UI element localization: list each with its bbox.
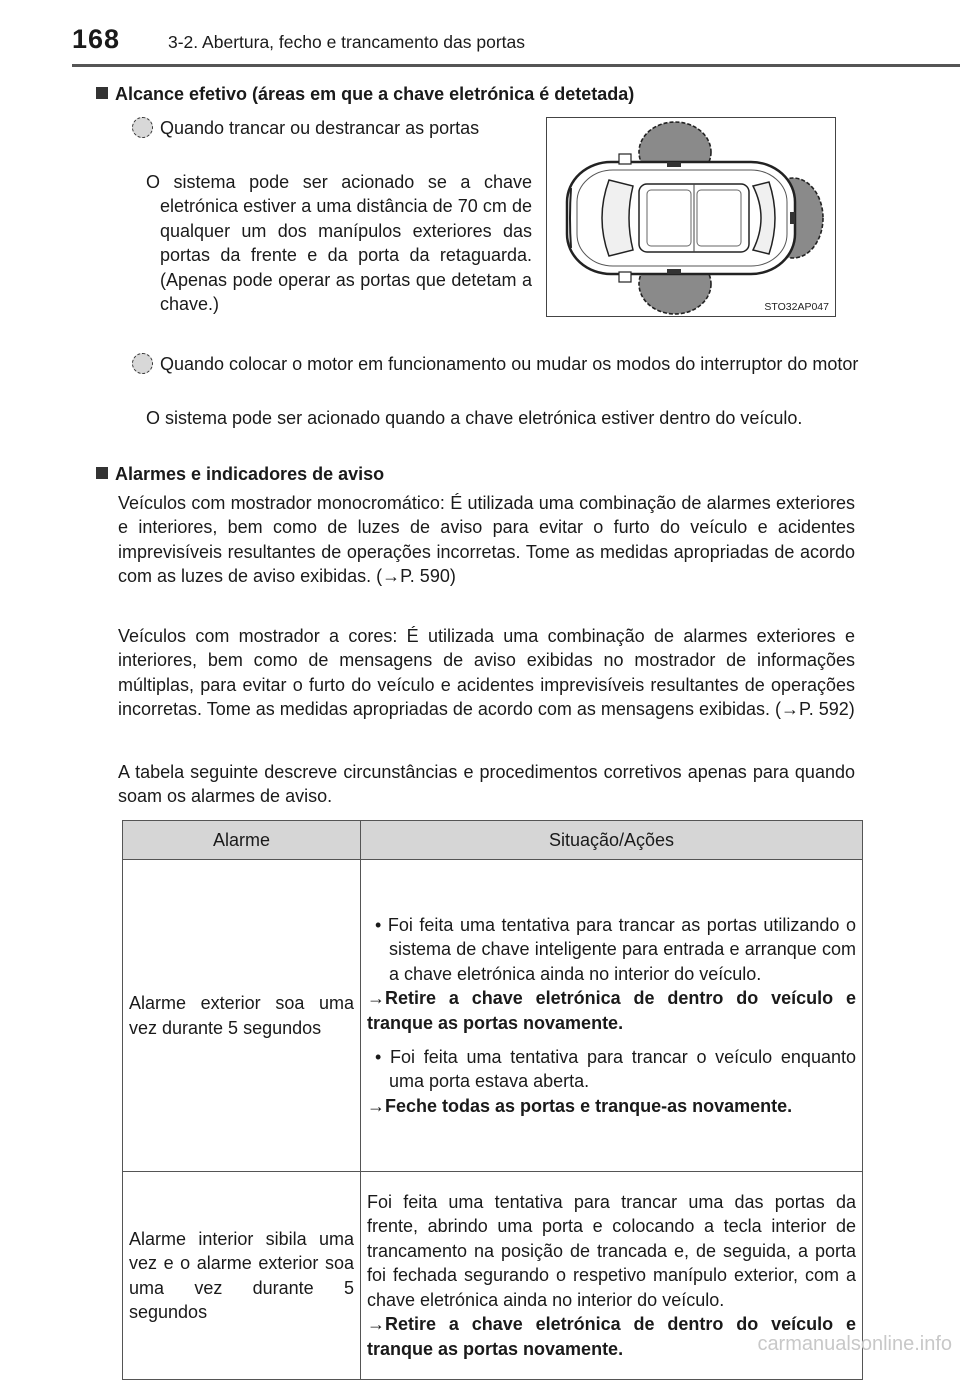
table-header-row: [123, 821, 863, 860]
situation-text: Foi feita uma tentativa para trancar uma das portas da frente, abrindo uma porta e colocando a tecla interior de trancamento na posição de trancada e, de seguida, a porta foi fechada segurando o respetivo manípulo exterior, com a chave eletrónica ainda no interior do veículo.: [367, 1192, 856, 1310]
page-number: 168: [72, 24, 121, 54]
situation-bullet: • Foi feita uma tentativa para trancar as portas utilizando o sistema de chave inteligente para entrada e arranque com a chave eletrónica ainda no interior do veículo.: [375, 914, 856, 984]
section-title: Alarmes e indicadores de aviso: [115, 464, 385, 484]
item2-label: Quando colocar o motor em funcionamento ou mudar os modos do interruptor do motor: [132, 352, 868, 376]
item1-label: Quando trancar ou destrancar as portas: [132, 116, 532, 140]
figure-code: STO32AP047: [764, 301, 829, 313]
square-bullet-icon: [96, 467, 108, 479]
corrective-action: →Retire a chave eletrónica de dentro do veículo e tranque as portas novamente.: [367, 988, 856, 1033]
step-circle-icon: [132, 353, 153, 374]
alarm-cell: Alarme interior sibila uma vez e o alarme exterior soa uma vez durante 5 segundos: [123, 1172, 361, 1380]
item2-text: O sistema pode ser acionado quando a chave eletrónica estiver dentro do veículo.: [146, 408, 803, 428]
chapter-title: 3-2. Abertura, fecho e trancamento das portas: [168, 32, 526, 52]
page-header: [72, 22, 892, 66]
detection-range-diagram: [546, 117, 836, 317]
paragraph-table-intro: A tabela seguinte descreve circunstâncias e procedimentos corretivos apenas para quando soam os alarmes de aviso.: [118, 762, 855, 807]
car-top-view-illustration: [547, 118, 834, 315]
situation-bullet: • Foi feita uma tentativa para trancar o veículo enquanto uma porta estava aberta.: [375, 1046, 856, 1092]
table-header: Alarme: [123, 821, 361, 860]
header-rule: [72, 64, 960, 67]
table-header: Situação/Ações: [361, 821, 863, 860]
item1-text: O sistema pode ser acionado se a chave eletrónica estiver a uma distância de 70 cm de qualquer um dos manípulos exteriores das portas da frente e da porta da retaguarda. (Apenas pode operar as portas que detetam a chave.): [146, 172, 532, 315]
section-heading-range: [96, 82, 634, 106]
corrective-action: →Feche todas as portas e tranque-as novamente.: [367, 1095, 793, 1116]
situation-cell: [361, 860, 863, 1172]
square-bullet-icon: [96, 87, 108, 99]
corrective-action: →Retire a chave eletrónica de dentro do veículo e tranque as portas novamente.: [367, 1314, 856, 1359]
alarm-cell: Alarme exterior soa uma vez durante 5 segundos: [123, 860, 361, 1172]
section-title: Alcance efetivo (áreas em que a chave eletrónica é detetada): [115, 84, 635, 104]
table-row: [123, 860, 863, 1172]
step-circle-icon: [132, 117, 153, 138]
paragraph-color: Veículos com mostrador a cores: É utilizada uma combinação de alarmes exteriores e interiores, bem como de mensagens de aviso exibidas no mostrador de informações múltiplas, para evitar o furto do veículo e acidentes imprevisíveis resultantes de operações incorretas. Tome as medidas apropriadas de acordo com as mensagens exibidas. (→P. 592): [118, 626, 855, 720]
section-heading-alarms: [96, 462, 384, 486]
alarm-table: [122, 820, 863, 1380]
paragraph-monochrome: Veículos com mostrador monocromático: É utilizada uma combinação de alarmes exteriores e interiores, bem como de luzes de aviso para evitar o furto do veículo e acidentes imprevisíveis resultantes de operações incorretas. Tome as medidas apropriadas de acordo com as luzes de aviso exibidas. (→P. 590): [118, 493, 855, 587]
watermark: carmanualsonline.info: [757, 1333, 952, 1355]
table-row: [123, 1172, 863, 1380]
